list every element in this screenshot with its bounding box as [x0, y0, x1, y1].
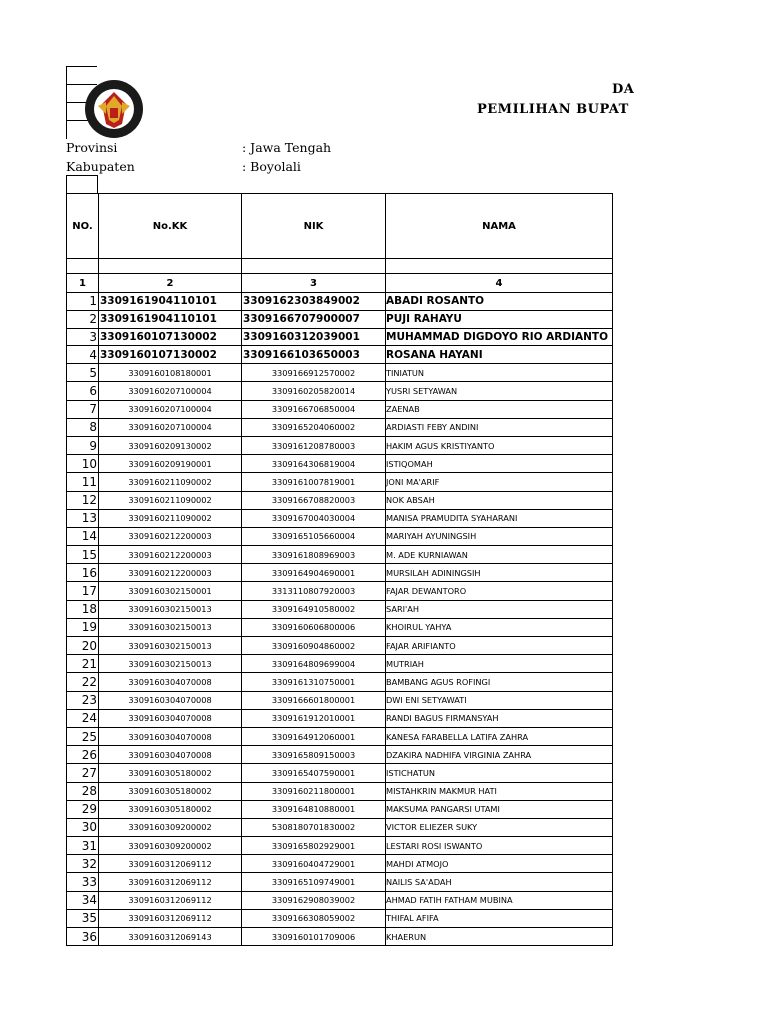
table-row — [67, 673, 613, 691]
nik-cell: 3309161912010001 — [242, 709, 386, 727]
row-number: 16 — [67, 564, 99, 582]
nama-cell: MUHAMMAD DIGDOYO RIO ARDIANTO — [386, 328, 613, 346]
table-row — [67, 873, 613, 891]
nik-cell: 3309162303849002 — [242, 293, 386, 311]
row-number: 35 — [67, 909, 99, 927]
kk-cell: 3309160304070008 — [99, 709, 242, 727]
table-row — [67, 473, 613, 491]
nik-cell: 3313110807920003 — [242, 582, 386, 600]
column-number: 1 — [67, 274, 99, 293]
nik-cell: 3309166103650003 — [242, 346, 386, 364]
nik-cell: 3309160312039001 — [242, 328, 386, 346]
kabupaten-label: Kabupaten — [66, 159, 135, 174]
nama-cell: MANISA PRAMUDITA SYAHARANI — [386, 509, 613, 527]
table-row — [67, 293, 613, 311]
table-row — [67, 418, 613, 436]
nik-cell: 3309165204060002 — [242, 418, 386, 436]
nik-cell: 3309165802929001 — [242, 837, 386, 855]
row-number: 28 — [67, 782, 99, 800]
table-row — [67, 382, 613, 400]
kk-cell: 3309160302150013 — [99, 618, 242, 636]
kk-cell: 3309160108180001 — [99, 364, 242, 382]
row-number: 36 — [67, 928, 99, 946]
row-number: 1 — [67, 293, 99, 311]
nama-cell: MURSILAH ADININGSIH — [386, 564, 613, 582]
row-number: 23 — [67, 691, 99, 709]
nama-cell: ROSANA HAYANI — [386, 346, 613, 364]
row-number: 34 — [67, 891, 99, 909]
nama-cell: LESTARI ROSI ISWANTO — [386, 837, 613, 855]
document-title-line2: PEMILIHAN BUPAT — [477, 102, 629, 117]
table-row — [67, 310, 613, 328]
nik-cell: 3309161208780003 — [242, 436, 386, 454]
kk-cell: 3309160211090002 — [99, 509, 242, 527]
row-number: 20 — [67, 637, 99, 655]
table-row — [67, 837, 613, 855]
nama-cell: DWI ENI SETYAWATI — [386, 691, 613, 709]
nama-cell: TINIATUN — [386, 364, 613, 382]
nik-cell: 3309167004030004 — [242, 509, 386, 527]
nama-cell: SARI'AH — [386, 600, 613, 618]
nama-cell: ISTIQOMAH — [386, 455, 613, 473]
nik-cell: 5308180701830002 — [242, 818, 386, 836]
kk-cell: 3309160212200003 — [99, 564, 242, 582]
column-number-row — [67, 274, 613, 293]
kk-cell: 3309160309200002 — [99, 818, 242, 836]
row-number: 4 — [67, 346, 99, 364]
row-number: 5 — [67, 364, 99, 382]
table-row — [67, 582, 613, 600]
nik-cell: 3309166601800001 — [242, 691, 386, 709]
kk-cell: 3309160312069112 — [99, 909, 242, 927]
nama-cell: DZAKIRA NADHIFA VIRGINIA ZAHRA — [386, 746, 613, 764]
voter-table — [66, 193, 613, 946]
table-spacer-row — [67, 259, 613, 274]
row-number: 17 — [67, 582, 99, 600]
row-number: 6 — [67, 382, 99, 400]
nik-cell: 3309164306819004 — [242, 455, 386, 473]
row-number: 11 — [67, 473, 99, 491]
header-nik: NIK — [242, 194, 386, 259]
row-number: 29 — [67, 800, 99, 818]
kk-cell: 3309160207100004 — [99, 382, 242, 400]
header-no: NO. — [67, 194, 99, 259]
table-row — [67, 727, 613, 745]
kk-cell: 3309160107130002 — [99, 346, 242, 364]
kk-cell: 3309160211090002 — [99, 473, 242, 491]
nama-cell: FAJAR ARIFIANTO — [386, 637, 613, 655]
kk-cell: 3309160107130002 — [99, 328, 242, 346]
row-number: 25 — [67, 727, 99, 745]
nik-cell: 3309160211800001 — [242, 782, 386, 800]
row-number: 21 — [67, 655, 99, 673]
table-row — [67, 909, 613, 927]
nama-cell: THIFAL AFIFA — [386, 909, 613, 927]
kabupaten-row — [66, 159, 301, 174]
table-row — [67, 818, 613, 836]
row-number: 32 — [67, 855, 99, 873]
row-number: 15 — [67, 546, 99, 564]
nik-cell: 3309160404729001 — [242, 855, 386, 873]
row-number: 30 — [67, 818, 99, 836]
table-row — [67, 509, 613, 527]
table-row — [67, 564, 613, 582]
table-row — [67, 800, 613, 818]
provinsi-label: Provinsi — [66, 140, 118, 155]
row-number: 19 — [67, 618, 99, 636]
nama-cell: MAHDI ATMOJO — [386, 855, 613, 873]
nik-cell: 3309161310750001 — [242, 673, 386, 691]
nik-cell: 3309160205820014 — [242, 382, 386, 400]
kk-cell: 3309160305180002 — [99, 782, 242, 800]
table-row — [67, 655, 613, 673]
document-title-line1: DA — [612, 82, 635, 97]
row-number: 12 — [67, 491, 99, 509]
nama-cell: M. ADE KURNIAWAN — [386, 546, 613, 564]
row-number: 31 — [67, 837, 99, 855]
table-row — [67, 455, 613, 473]
table-row — [67, 709, 613, 727]
kk-cell: 3309160304070008 — [99, 673, 242, 691]
kk-cell: 3309160302150013 — [99, 600, 242, 618]
kabupaten-value: : Boyolali — [242, 159, 301, 174]
nama-cell: ABADI ROSANTO — [386, 293, 613, 311]
nik-cell: 3309165109749001 — [242, 873, 386, 891]
nik-cell: 3309162908039002 — [242, 891, 386, 909]
nama-cell: NAILIS SA'ADAH — [386, 873, 613, 891]
nik-cell: 3309164809699004 — [242, 655, 386, 673]
kk-cell: 3309160207100004 — [99, 418, 242, 436]
nik-cell: 3309161808969003 — [242, 546, 386, 564]
nama-cell: VICTOR ELIEZER SUKY — [386, 818, 613, 836]
kpu-logo — [84, 78, 144, 140]
table-row — [67, 364, 613, 382]
table-row — [67, 746, 613, 764]
header-nama: NAMA — [386, 194, 613, 259]
nik-cell: 3309164904690001 — [242, 564, 386, 582]
nama-cell: ZAENAB — [386, 400, 613, 418]
row-number: 10 — [67, 455, 99, 473]
nama-cell: ARDIASTI FEBY ANDINI — [386, 418, 613, 436]
row-number: 22 — [67, 673, 99, 691]
table-row — [67, 782, 613, 800]
nik-cell: 3309166706850004 — [242, 400, 386, 418]
nik-cell: 3309160101709006 — [242, 928, 386, 946]
kk-cell: 3309160312069143 — [99, 928, 242, 946]
nama-cell: KANESA FARABELLA LATIFA ZAHRA — [386, 727, 613, 745]
table-row — [67, 491, 613, 509]
nama-cell: AHMAD FATIH FATHAM MUBINA — [386, 891, 613, 909]
nama-cell: YUSRI SETYAWAN — [386, 382, 613, 400]
table-row — [67, 618, 613, 636]
kk-cell: 3309160312069112 — [99, 891, 242, 909]
nama-cell: RANDI BAGUS FIRMANSYAH — [386, 709, 613, 727]
kk-cell: 3309160304070008 — [99, 727, 242, 745]
table-row — [67, 855, 613, 873]
kk-cell: 3309160212200003 — [99, 546, 242, 564]
column-number: 3 — [242, 274, 386, 293]
nik-cell: 3309161007819001 — [242, 473, 386, 491]
table-row — [67, 637, 613, 655]
nik-cell: 3309164910580002 — [242, 600, 386, 618]
nama-cell: NOK ABSAH — [386, 491, 613, 509]
nama-cell: FAJAR DEWANTORO — [386, 582, 613, 600]
table-row — [67, 346, 613, 364]
kk-cell: 3309161904110101 — [99, 310, 242, 328]
row-number: 9 — [67, 436, 99, 454]
nama-cell: MAKSUMA PANGARSI UTAMI — [386, 800, 613, 818]
nama-cell: KHAERUN — [386, 928, 613, 946]
kk-cell: 3309160302150013 — [99, 637, 242, 655]
table-row — [67, 546, 613, 564]
table-row — [67, 891, 613, 909]
table-row — [67, 928, 613, 946]
row-number: 27 — [67, 764, 99, 782]
table-body — [67, 293, 613, 946]
nik-cell: 3309164912060001 — [242, 727, 386, 745]
column-number: 2 — [99, 274, 242, 293]
kk-cell: 3309160302150001 — [99, 582, 242, 600]
cell-border — [66, 175, 98, 194]
kk-cell: 3309160312069112 — [99, 873, 242, 891]
nama-cell: ISTICHATUN — [386, 764, 613, 782]
row-number: 13 — [67, 509, 99, 527]
nik-cell: 3309164810880001 — [242, 800, 386, 818]
kk-cell: 3309160309200002 — [99, 837, 242, 855]
row-number: 33 — [67, 873, 99, 891]
kk-cell: 3309160207100004 — [99, 400, 242, 418]
row-number: 24 — [67, 709, 99, 727]
table-row — [67, 527, 613, 545]
row-number: 18 — [67, 600, 99, 618]
row-number: 7 — [67, 400, 99, 418]
nama-cell: MISTAHKRIN MAKMUR HATI — [386, 782, 613, 800]
kk-cell: 3309161904110101 — [99, 293, 242, 311]
row-number: 2 — [67, 310, 99, 328]
nama-cell: KHOIRUL YAHYA — [386, 618, 613, 636]
nama-cell: HAKIM AGUS KRISTIYANTO — [386, 436, 613, 454]
provinsi-value: : Jawa Tengah — [242, 140, 332, 155]
kk-cell: 3309160209190001 — [99, 455, 242, 473]
row-number: 8 — [67, 418, 99, 436]
nama-cell: PUJI RAHAYU — [386, 310, 613, 328]
row-number: 26 — [67, 746, 99, 764]
table-header-row — [67, 194, 613, 259]
nik-cell: 3309166912570002 — [242, 364, 386, 382]
nama-cell: MUTRIAH — [386, 655, 613, 673]
table-row — [67, 400, 613, 418]
kk-cell: 3309160212200003 — [99, 527, 242, 545]
table-row — [67, 328, 613, 346]
header-no-kk: No.KK — [99, 194, 242, 259]
nama-cell: BAMBANG AGUS ROFINGI — [386, 673, 613, 691]
nik-cell: 3309160904860002 — [242, 637, 386, 655]
nik-cell: 3309165407590001 — [242, 764, 386, 782]
table-row — [67, 600, 613, 618]
nik-cell: 3309160606800006 — [242, 618, 386, 636]
nik-cell: 3309166708820003 — [242, 491, 386, 509]
kk-cell: 3309160302150013 — [99, 655, 242, 673]
kk-cell: 3309160209130002 — [99, 436, 242, 454]
row-number: 14 — [67, 527, 99, 545]
kk-cell: 3309160211090002 — [99, 491, 242, 509]
nik-cell: 3309166308059002 — [242, 909, 386, 927]
column-number: 4 — [386, 274, 613, 293]
table-row — [67, 764, 613, 782]
nik-cell: 3309166707900007 — [242, 310, 386, 328]
table-row — [67, 691, 613, 709]
nama-cell: MARIYAH AYUNINGSIH — [386, 527, 613, 545]
nik-cell: 3309165105660004 — [242, 527, 386, 545]
kk-cell: 3309160304070008 — [99, 746, 242, 764]
kk-cell: 3309160305180002 — [99, 800, 242, 818]
kk-cell: 3309160305180002 — [99, 764, 242, 782]
kk-cell: 3309160312069112 — [99, 855, 242, 873]
nama-cell: JONI MA'ARIF — [386, 473, 613, 491]
nik-cell: 3309165809150003 — [242, 746, 386, 764]
kk-cell: 3309160304070008 — [99, 691, 242, 709]
table-row — [67, 436, 613, 454]
row-number: 3 — [67, 328, 99, 346]
provinsi-row — [66, 140, 332, 155]
